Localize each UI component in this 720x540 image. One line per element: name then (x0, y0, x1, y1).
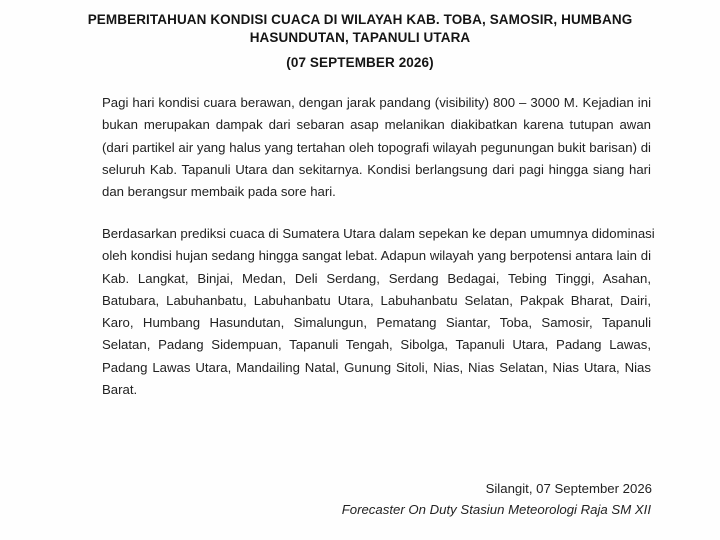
paragraph-line: (dari partikel air yang halus yang tertahan oleh topografi wilayah pegunungan bukit barisan) di (102, 139, 651, 155)
signature-place-date: Silangit, 07 September 2026 (485, 481, 652, 496)
paragraph-line: Barat. (102, 382, 138, 398)
paragraph-weather-condition (102, 92, 651, 203)
signature-role: Forecaster On Duty Stasiun Meteorologi Raja SM XII (341, 502, 651, 517)
paragraph-line: oleh kondisi hujan sedang hingga sangat lebat. Adapun wilayah yang berpotensi antara lain di (102, 248, 651, 264)
paragraph-line: Kab. Langkat, Binjai, Medan, Deli Serdang, Serdang Bedagai, Tebing Tinggi, Asahan, (102, 270, 651, 286)
paragraph-line: Padang Lawas Utara, Mandailing Natal, Gunung Sitoli, Nias, Nias Selatan, Nias Utara, Nias (102, 359, 651, 375)
paragraph-weekly-forecast (102, 223, 655, 401)
paragraph-line: seluruh Kab. Tapanuli Utara dan sekitarnya. Kondisi berlangsung dari pagi hingga siang hari (102, 161, 651, 177)
paragraph-line: Karo, Humbang Hasundutan, Simalungun, Pematang Siantar, Toba, Samosir, Tapanuli (102, 315, 651, 331)
paragraph-line: bukan merupakan dampak dari sebaran asap melanikan diakibatkan karena tutupan awan (102, 117, 651, 133)
document-title-line-1: PEMBERITAHUAN KONDISI CUACA DI WILAYAH KAB. TOBA, SAMOSIR, HUMBANG (87, 12, 633, 27)
document-date: (07 SEPTEMBER 2026) (286, 55, 434, 70)
paragraph-line: Berdasarkan prediksi cuaca di Sumatera Utara dalam sepekan ke depan umumnya didominasi (102, 226, 655, 241)
paragraph-line: Pagi hari kondisi cuara berawan, dengan jarak pandang (visibility) 800 – 3000 M. Kejadian ini (102, 95, 651, 110)
paragraph-line: Selatan, Padang Sidempuan, Tapanuli Tengah, Sibolga, Tapanuli Utara, Padang Lawas, (102, 337, 651, 353)
paragraph-line: Batubara, Labuhanbatu, Labuhanbatu Utara, Labuhanbatu Selatan, Pakpak Bharat, Dairi, (102, 292, 651, 308)
paragraph-line: dan berangsur membaik pada sore hari. (102, 184, 336, 200)
document-title-line-2: HASUNDUTAN, TAPANULI UTARA (249, 30, 471, 45)
